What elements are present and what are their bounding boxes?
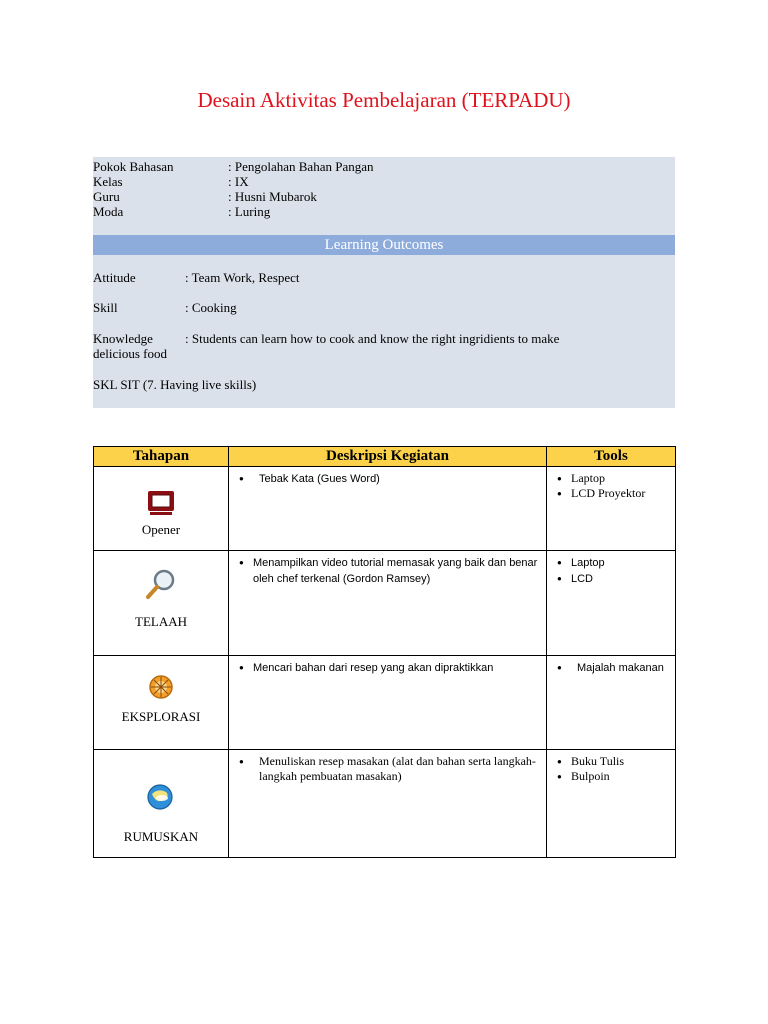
tools-cell <box>547 656 676 750</box>
desc-list <box>229 551 546 587</box>
magnifier-icon <box>94 567 228 606</box>
attitude-value: : Team Work, Respect <box>185 270 300 285</box>
stage-cell <box>94 656 229 750</box>
knowledge-value: : Students can learn how to cook and know the right ingridients to make <box>185 331 560 346</box>
page-title: Desain Aktivitas Pembelajaran (TERPADU) <box>197 88 571 112</box>
info-pokok-value: : Pengolahan Bahan Pangan <box>228 159 374 174</box>
stage-cell <box>94 551 229 656</box>
list-item: ● Laptop <box>557 471 669 486</box>
stage-name: TELAAH <box>135 614 187 629</box>
compass-icon <box>94 674 228 705</box>
header-deskripsi: Deskripsi Kegiatan <box>229 447 547 467</box>
stage-name: EKSPLORASI <box>121 709 201 724</box>
outcome-skill <box>93 300 653 316</box>
info-moda <box>93 204 270 219</box>
attitude-label: Attitude <box>93 270 136 285</box>
info-kelas-value: : IX <box>228 174 249 189</box>
info-moda-label: Moda <box>93 204 124 219</box>
tools-cell <box>547 467 676 551</box>
info-guru <box>93 189 317 204</box>
skill-value: : Cooking <box>185 300 237 315</box>
tools-list <box>547 551 675 587</box>
info-kelas-label: Kelas <box>93 174 123 189</box>
table-header-row <box>94 447 676 467</box>
list-item: ● Tebak Kata (Gues Word) <box>239 471 540 487</box>
info-pokok <box>93 159 374 174</box>
list-item: ● Buku Tulis <box>557 754 669 769</box>
info-pokok-label: Pokok Bahasan <box>93 159 174 174</box>
desc-cell <box>229 551 547 656</box>
stage-cell <box>94 750 229 858</box>
desc-list <box>229 467 546 487</box>
tools-cell <box>547 551 676 656</box>
table-row <box>94 750 676 858</box>
list-item: ● Menampilkan video tutorial memasak yang baik dan benar oleh chef terkenal (Gordon Ramsey) <box>239 555 540 587</box>
list-item: ● Majalah makanan <box>557 660 669 676</box>
desc-list <box>229 656 546 676</box>
skl-sit: SKL SIT (7. Having live skills) <box>93 377 257 392</box>
learning-outcomes-heading: Learning Outcomes <box>93 235 675 255</box>
desc-list <box>229 750 546 784</box>
info-guru-label: Guru <box>93 189 120 204</box>
stage-name: Opener <box>141 522 181 537</box>
knowledge-label: Knowledge <box>93 331 153 346</box>
desc-cell <box>229 750 547 858</box>
table-row <box>94 467 676 551</box>
list-item: ● Laptop <box>557 555 669 571</box>
monitor-icon <box>94 489 228 522</box>
tools-cell <box>547 750 676 858</box>
info-guru-value: : Husni Mubarok <box>228 189 317 204</box>
header-tahapan: Tahapan <box>94 447 229 467</box>
list-item: ● LCD <box>557 571 669 587</box>
desc-cell <box>229 467 547 551</box>
info-box <box>93 157 675 408</box>
tools-list <box>547 750 675 784</box>
stage-cell <box>94 467 229 551</box>
header-tools: Tools <box>547 447 676 467</box>
knowledge-continuation: delicious food <box>93 346 168 361</box>
list-item: ● Menuliskan resep masakan (alat dan bahan serta langkah-langkah pembuatan masakan) <box>239 754 540 784</box>
info-kelas <box>93 174 249 189</box>
stage-name: RUMUSKAN <box>123 829 199 844</box>
list-item: ● LCD Proyektor <box>557 486 669 501</box>
outcome-knowledge <box>93 331 653 347</box>
tools-list <box>547 656 675 676</box>
globe-icon <box>94 782 228 817</box>
activity-table <box>93 446 676 858</box>
desc-cell <box>229 656 547 750</box>
info-moda-value: : Luring <box>228 204 271 219</box>
table-row <box>94 551 676 656</box>
skill-label: Skill <box>93 300 118 315</box>
list-item: ● Bulpoin <box>557 769 669 784</box>
table-row <box>94 656 676 750</box>
outcome-attitude <box>93 270 653 286</box>
tools-list <box>547 467 675 501</box>
list-item: ● Mencari bahan dari resep yang akan dipraktikkan <box>239 660 540 676</box>
